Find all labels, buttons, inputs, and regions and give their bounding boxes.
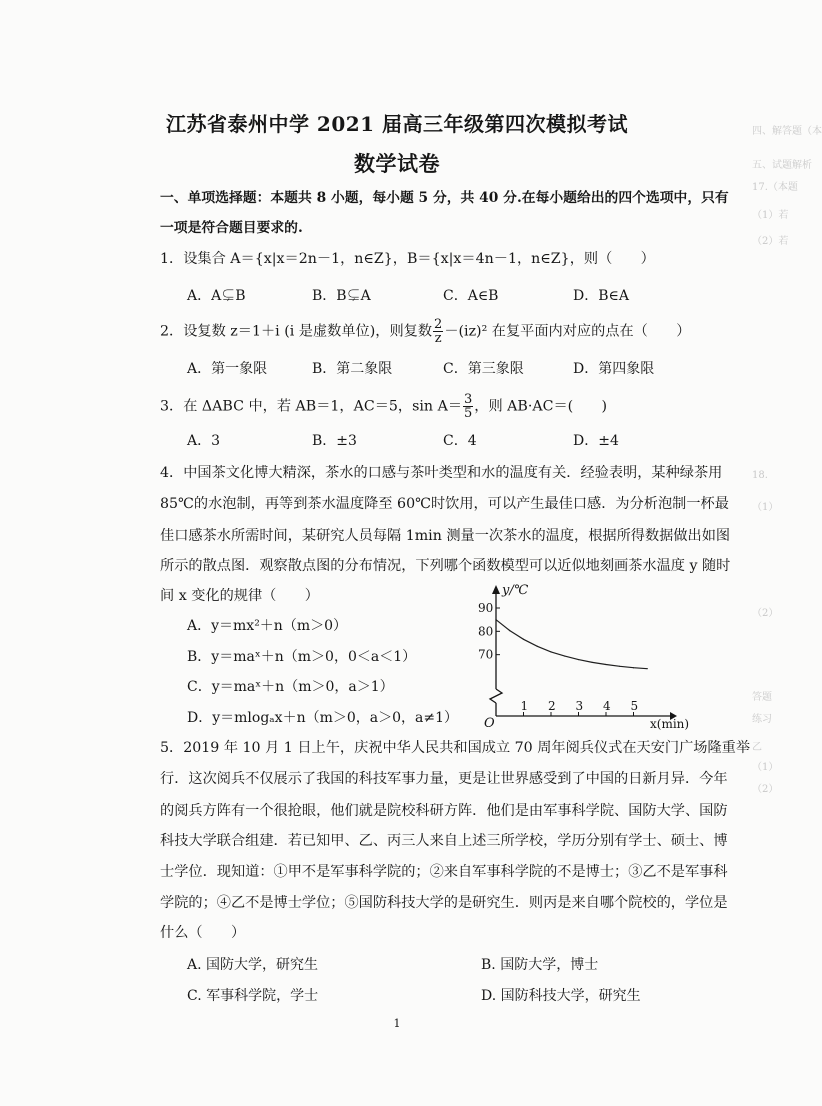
q3-stem-part1: 3．在 ΔABC 中，若 AB＝1，AC＝5，sin A＝ — [160, 398, 463, 415]
q2-fraction — [433, 318, 443, 345]
origin-label: O — [484, 716, 495, 731]
data-point — [495, 619, 496, 620]
q5-line: 5．2019 年 10 月 1 日上午，庆祝中华人民共和国成立 70 周年阅兵仪式在天安门广场隆重举 — [160, 740, 751, 756]
bleed-text: 四、解答题（本 — [752, 126, 822, 137]
q4-line: 4．中国茶文化博大精深，茶水的口感与茶叶类型和水的温度有关．经验表明，某种绿茶用 — [160, 465, 723, 481]
bleed-text: （2）若 — [752, 236, 789, 247]
q4-option-c: C．y＝maˣ＋n（m＞0，a＞1） — [187, 679, 394, 695]
bleed-text: （1）若 — [752, 210, 789, 221]
q2-frac-num: 2 — [434, 317, 443, 332]
q5-line: 的阅兵方阵有一个很抢眼，他们就是院校科研方阵．他们是由军事科学院、国防大学、国防 — [160, 803, 728, 819]
bleed-text: （2） — [752, 608, 779, 619]
q5-option-a: A. 国防大学，研究生 — [187, 957, 319, 973]
temperature-curve — [496, 620, 647, 669]
y-tick-label: 90 — [478, 601, 494, 615]
q4-line: 所示的散点图．观察散点图的分布情况，下列哪个函数模型可以近似地刻画茶水温度 y 随时 — [160, 558, 731, 574]
section-heading: 一、单项选择题：本题共 8 小题，每小题 5 分，共 40 分.在每小题给出的四个选项中，只有 — [160, 190, 729, 206]
q2-stem — [160, 318, 690, 345]
q4-line: 间 x 变化的规律（ ） — [160, 588, 319, 604]
bleed-text: 五、试题解析 — [752, 160, 812, 171]
data-point — [550, 651, 551, 652]
q5-line: 行．这次阅兵不仅展示了我国的科技军事力量，更是让世界感受到了中国的日新月异．今年 — [160, 771, 728, 787]
q5-line: 士学位．现知道：①甲不是军事科学院的；②来自军事科学院的不是博士；③乙不是军事科 — [160, 864, 728, 880]
q1-option-b: B．B⊊A — [312, 288, 371, 304]
x-tick-label: 3 — [575, 699, 584, 713]
y-axis-break — [490, 689, 502, 703]
q3-option-d: D．±4 — [573, 433, 619, 449]
data-point — [564, 655, 565, 656]
bleed-text: 17.（本题 — [752, 182, 798, 193]
data-point — [619, 666, 620, 667]
q4-option-a: A．y＝mx²＋n（m＞0） — [187, 618, 348, 634]
q3-frac-den: 5 — [464, 406, 473, 421]
q1-option-d: D．B∈A — [573, 288, 629, 304]
data-point — [509, 630, 510, 631]
temperature-chart — [472, 578, 712, 730]
y-tick-label: 70 — [478, 647, 494, 662]
bleed-text: 练习 — [752, 714, 772, 725]
exam-subtitle: 数学试卷 — [354, 151, 440, 176]
q5-option-c: C. 军事科学院，学士 — [187, 988, 319, 1004]
q2-option-b: B．第二象限 — [312, 361, 393, 377]
data-point — [605, 664, 606, 665]
q2-stem-part1: 2．设复数 z＝1＋i (i 是虚数单位)，则复数 — [160, 323, 433, 340]
x-tick-label: 4 — [603, 699, 611, 713]
y-tick-label: 80 — [478, 624, 494, 639]
q4-line: 佳口感茶水所需时间，某研究人员每隔 1min 测量一次茶水的温度，根据所得数据做出如图 — [160, 528, 731, 544]
q5-option-d: D. 国防科技大学，研究生 — [481, 988, 641, 1004]
y-axis-arrow — [492, 585, 500, 594]
q3-stem-part2: ，则 AB·AC＝( ) — [474, 398, 608, 415]
q2-option-c: C．第三象限 — [443, 361, 524, 377]
q5-line: 什么（ ） — [160, 925, 246, 941]
data-point — [633, 667, 634, 668]
data-point — [578, 659, 579, 660]
page-number: 1 — [393, 1017, 401, 1030]
bleed-text: （1） — [752, 502, 779, 513]
q5-option-b: B. 国防大学，博士 — [481, 957, 599, 973]
q2-option-a: A．第一象限 — [187, 361, 268, 377]
q1-option-c: C．A∈B — [443, 288, 499, 304]
q2-stem-part2: －(iz)² 在复平面内对应的点在（ ） — [444, 323, 691, 340]
chart-marks — [495, 619, 647, 669]
q2-option-d: D．第四象限 — [573, 361, 655, 377]
q3-option-b: B．±3 — [312, 433, 357, 449]
q4-option-b: B．y＝maˣ＋n（m＞0，0＜a＜1） — [187, 649, 417, 665]
chart-axes — [478, 583, 689, 731]
bleed-text: 乙 — [752, 742, 762, 753]
q4-line: 85℃的水泡制，再等到茶水温度降至 60℃时饮用，可以产生最佳口感．为分析泡制一杯最 — [160, 496, 729, 512]
bleed-text: 18. — [752, 470, 768, 481]
q5-line: 科技大学联合组建．若已知甲、乙、丙三人来自上述三所学校，学历分别有学士、硕士、博 — [160, 833, 728, 849]
q3-option-c: C．4 — [443, 433, 477, 449]
q2-frac-den: z — [434, 331, 442, 346]
q1-stem: 1．设集合 A＝{x|x＝2n－1，n∈Z}，B＝{x|x＝4n－1，n∈Z}，则（ ） — [160, 251, 655, 267]
bleed-text: （2） — [752, 784, 779, 795]
q3-option-a: A．3 — [187, 433, 221, 449]
q3-fraction — [463, 393, 473, 420]
q3-stem — [160, 393, 607, 420]
q5-line: 学院的；④乙不是博士学位；⑤国防科技大学的是研究生．则丙是来自哪个院校的，学位是 — [160, 895, 728, 911]
q3-frac-num: 3 — [464, 392, 473, 407]
data-point — [523, 639, 524, 640]
q1-option-a: A．A⊊B — [187, 288, 246, 304]
exam-title: 江苏省泰州中学 2021 届高三年级第四次模拟考试 — [165, 112, 629, 136]
data-point — [537, 646, 538, 647]
x-tick-label: 1 — [520, 699, 529, 713]
y-axis-label: y/℃ — [502, 583, 529, 598]
x-axis-label: x(min) — [650, 717, 690, 731]
section-heading-cont: 一项是符合题目要求的. — [160, 220, 303, 236]
x-tick-label: 2 — [548, 699, 556, 713]
bleed-text: （1） — [752, 762, 779, 773]
data-point — [647, 668, 648, 669]
data-point — [592, 662, 593, 663]
q4-option-d: D．y＝mlogₐx＋n（m＞0，a＞0，a≠1） — [187, 710, 459, 726]
x-tick-label: 5 — [630, 699, 639, 713]
bleed-text: 答题 — [752, 692, 772, 703]
